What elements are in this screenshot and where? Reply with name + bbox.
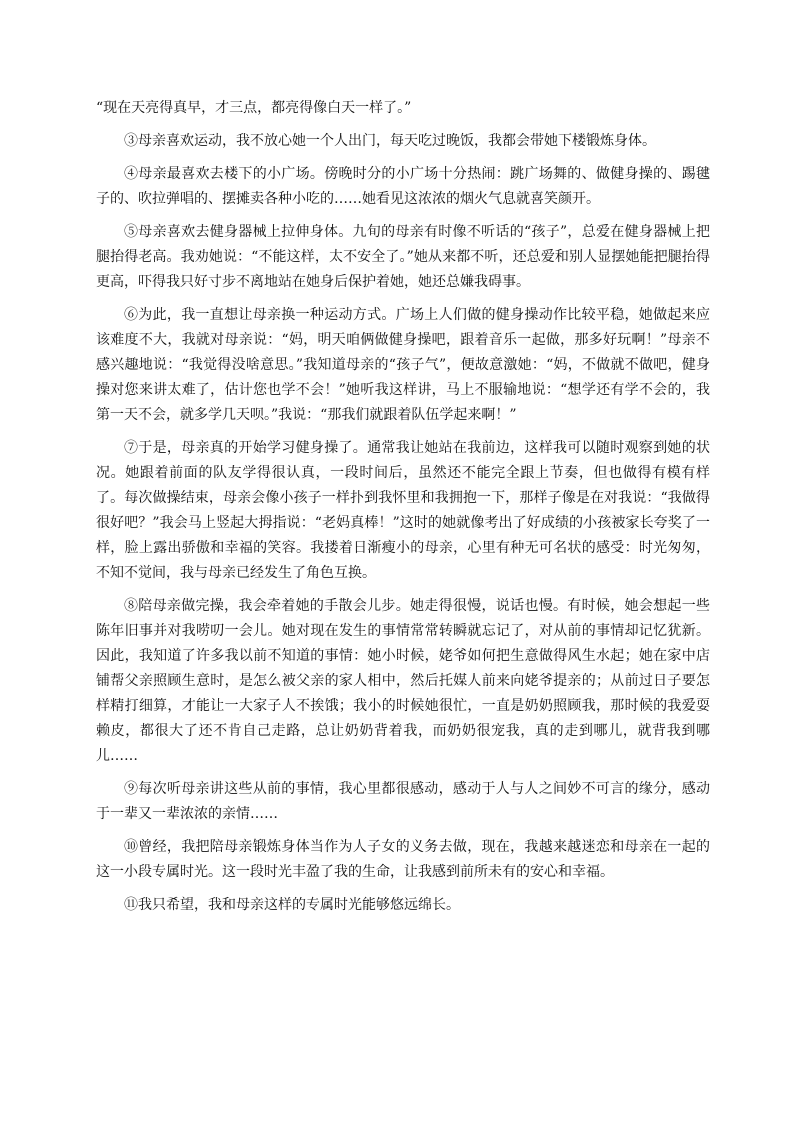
paragraph-quote-end: “现在天亮得真早，才三点，都亮得像白天一样了。” [96, 100, 412, 116]
article-body [96, 96, 710, 926]
paragraph-10: ⑩曾经，我把陪母亲锻炼身体当作为人子女的义务去做，现在，我越来越迷恋和母亲在一起的这一小段专属时光。这一段时光丰盈了我的生命，让我感到前所未有的安心和幸福。 [96, 839, 710, 880]
paragraph-4: ④母亲最喜欢去楼下的小广场。傍晚时分的小广场十分热闹：跳广场舞的、做健身操的、踢毽子的、吹拉弹唱的、摆摊卖各种小吃的……她看见这浓浓的烟火气息就喜笑颜开。 [96, 166, 710, 207]
paragraph-7: ⑦于是，母亲真的开始学习健身操了。通常我让她站在我前边，这样我可以随时观察到她的状况。她跟着前面的队友学得很认真，一段时间后，虽然还不能完全跟上节奏，但也做得有模有样了。每次做操结束，母亲会像小孩子一样扑到我怀里和我拥抱一下，那样子像是在对我说：“我做得很好吧？”我会马上竖起大拇指说：“老妈真棒！”这时的她就像考出了好成绩的小孩被家长夸奖了一样，脸上露出骄傲和幸福的笑容。我搂着日渐瘦小的母亲，心里有种无可名状的感受：时光匆匆，不知不觉间，我与母亲已经发生了角色互换。 [96, 440, 710, 581]
paragraph-6: ⑥为此，我一直想让母亲换一种运动方式。广场上人们做的健身操动作比较平稳，她做起来应该难度不大，我就对母亲说：“妈，明天咱俩做健身操吧，跟着音乐一起做，那多好玩啊！”母亲不感兴趣地说：“我觉得没啥意思。”我知道母亲的“孩子气”，便故意激她：“妈，不做就不做吧，健身操对您来讲太难了，估计您也学不会！”她听我这样讲，马上不服输地说：“想学还有学不会的，我第一天不会，就多学几天呗。”我说：“那我们就跟着队伍学起来啊！” [96, 307, 710, 423]
paragraph-3: ③母亲喜欢运动，我不放心她一个人出门，每天吃过晚饭，我都会带她下楼锻炼身体。 [124, 133, 656, 149]
paragraph-9: ⑨每次听母亲讲这些从前的事情，我心里都很感动，感动于人与人之间妙不可言的缘分，感动于一辈又一辈浓浓的亲情…… [96, 781, 710, 822]
paragraph-8: ⑧陪母亲做完操，我会牵着她的手散会儿步。她走得很慢，说话也慢。有时候，她会想起一些陈年旧事并对我唠叨一会儿。她对现在发生的事情常常转瞬就忘记了，对从前的事情却记忆犹新。因此，我知道了许多我以前不知道的事情：她小时候，姥爷如何把生意做得风生水起；她在家中店铺帮父亲照顾生意时，是怎么被父亲的家人相中，然后托媒人前来向姥爷提亲的；从前过日子要怎样精打细算，才能让一大家子人不挨饿；我小的时候她很忙，一直是奶奶照顾我，那时候的我爱耍赖皮，都很大了还不肯自己走路，总让奶奶背着我，而奶奶很宠我，真的走到哪儿，就背我到哪儿…… [96, 598, 710, 764]
paragraph-11: ⑪我只希望，我和母亲这样的专属时光能够悠远绵长。 [124, 897, 460, 913]
paragraph-5: ⑤母亲喜欢去健身器械上拉伸身体。九旬的母亲有时像不听话的“孩子”，总爱在健身器械上把腿抬得老高。我劝她说：“不能这样，太不安全了。”她从来都不听，还总爱和别人显摆她能把腿抬得更高，吓得我只好寸步不离地站在她身后保护着她，她还总嫌我碍事。 [96, 224, 710, 290]
